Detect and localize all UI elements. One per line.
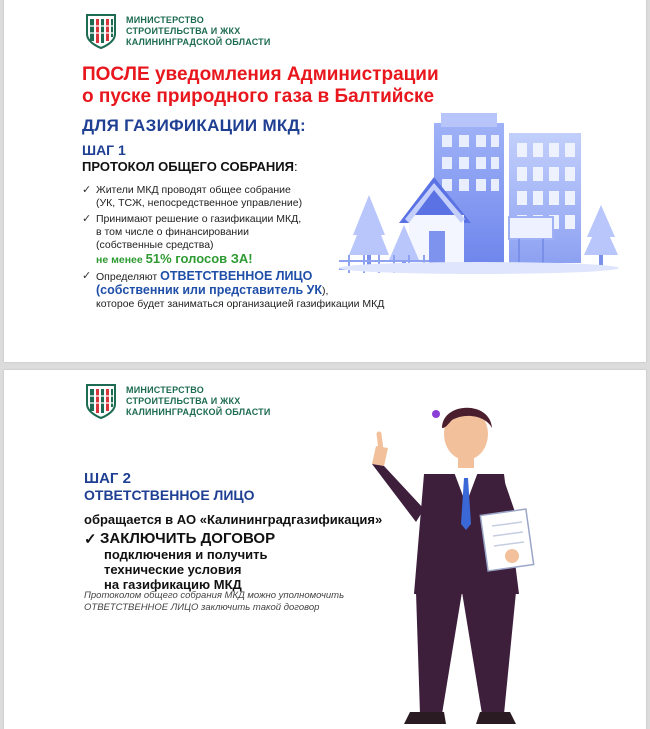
headline-gas-start: о пуске природного газа в Балтийске [82,86,435,107]
check-icon: ✓ [82,270,92,282]
item3-prefix: Определяют [96,271,158,283]
item3-open: ( [96,283,101,297]
check-icon: ✓ [82,213,92,225]
protocol-title-text: ПРОТОКОЛ ОБЩЕГО СОБРАНИЯ [82,159,294,174]
logo-line-2: СТРОИТЕЛЬСТВА И ЖКХ [126,25,241,36]
contract-line2: подключения и получить [104,547,268,562]
ministry-emblem-icon [84,382,118,420]
subtitle-gasification: ДЛЯ ГАЗИФИКАЦИИ МКД: [82,116,306,135]
item3-who: собственник или представитель УК [100,283,323,297]
ministry-emblem-icon [84,12,118,50]
step2-label: ШАГ 2 [84,470,131,487]
note-text [84,590,344,614]
item2-line2: в том числе о финансировании [96,226,249,238]
item3-person: ОТВЕТСТВЕННОЕ ЛИЦО [160,269,313,283]
ministry-logo [84,12,271,50]
apply-text: обращается в АО «Калининградгазификация» [84,512,383,527]
slide-step-2 [4,370,646,729]
logo-line-1: МИНИСТЕРСТВО [126,384,204,395]
responsible-person: ОТВЕТСТВЕННОЕ ЛИЦО [84,487,255,503]
logo-line-2: СТРОИТЕЛЬСТВА И ЖКХ [126,395,241,406]
headline-after: ПОСЛЕ [82,64,150,85]
item1-line2: (УК, ТСЖ, непосредственное управление) [96,197,303,209]
note-line2: ОТВЕТСТВЕННОЕ ЛИЦО заключить такой договор [84,602,320,613]
list-item [82,270,384,311]
businessman-illustration [354,394,554,729]
item3-close: ), [322,285,329,297]
step2-block [84,470,382,592]
city-buildings-illustration [329,105,629,275]
item3-line3: которое будет заниматься организацией газификации МКД [96,298,385,310]
logo-line-3: КАЛИНИНГРАДСКОЙ ОБЛАСТИ [126,406,271,417]
logo-line-3: КАЛИНИНГРАДСКОЙ ОБЛАСТИ [126,36,271,47]
contract-line3: технические условия [104,562,242,577]
protocol-colon: : [293,159,298,174]
note-line1: Протоколом общего собрания МКД можно уполномочить [84,590,345,601]
slide-step-1 [4,0,646,362]
ministry-logo [84,382,271,420]
item2-votes: 51% голосов ЗА! [145,251,253,266]
headline-notice: уведомления Администрации [154,64,439,85]
contract-block [84,530,382,592]
item2-line3: (собственные средства) [96,239,214,251]
item2-prefix: не менее [96,254,143,266]
step1-label: ШАГ 1 [82,142,126,158]
item1-line1: Жители МКД проводят общее собрание [96,184,291,196]
headline [82,64,522,108]
contract-title: ЗАКЛЮЧИТЬ ДОГОВОР [100,530,276,547]
check-icon: ✓ [82,184,92,196]
check-icon: ✓ [84,531,97,548]
contract-line4: на газификацию МКД [104,577,242,592]
item2-line1: Принимают решение о газификации МКД, [96,213,302,225]
logo-line-1: МИНИСТЕРСТВО [126,14,204,25]
